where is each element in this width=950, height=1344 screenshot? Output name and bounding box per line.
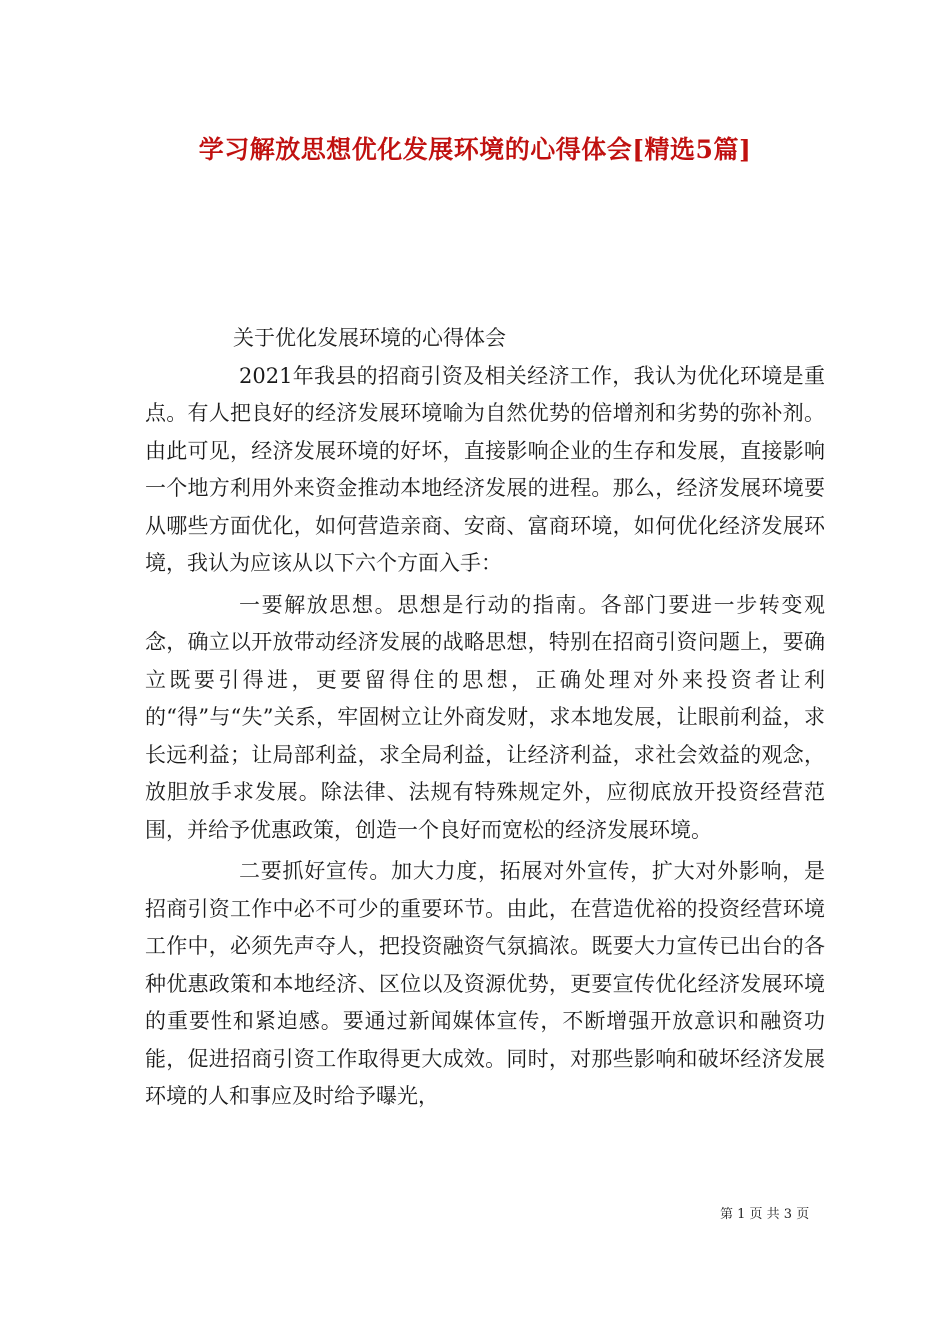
paragraph-intro: 2021年我县的招商引资及相关经济工作，我认为优化环境是重点。有人把良好的经济发展环境喻为自然优势的倍增剂和劣势的弥补剂。由此可见，经济发展环境的好坏，直接影响企业的生存和发展，直接影响一个地方利用外来资金推动本地经济发展的进程。那么，经济发展环境要从哪些方面优化，如何营造亲商、安商、富商环境，如何优化经济发展环境，我认为应该从以下六个方面入手： [145, 363, 825, 575]
page-number-footer: 第 1 页 共 3 页 [720, 1207, 810, 1222]
paragraph-point-one: 一要解放思想。思想是行动的指南。各部门要进一步转变观念，确立以开放带动经济发展的战略思想，特别在招商引资问题上，要确立既要引得进，更要留得住的思想，正确处理对外来投资者让利的“得”与“失”关系，牢固树立让外商发财，求本地发展，让眼前利益，求长远利益；让局部利益，求全局利益，让经济利益，求社会效益的观念，放胆放手求发展。除法律、法规有特殊规定外，应彻底放开投资经营范围，并给予优惠政策，创造一个良好而宽松的经济发展环境。 [145, 592, 825, 842]
paragraph-point-two: 二要抓好宣传。加大力度，拓展对外宣传，扩大对外影响，是招商引资工作中必不可少的重要环节。由此，在营造优裕的投资经营环境工作中，必须先声夺人，把投资融资气氛搞浓。既要大力宣传已出台的各种优惠政策和本地经济、区位以及资源优势，更要宣传优化经济发展环境的重要性和紧迫感。要通过新闻媒体宣传，不断增强开放意识和融资功能，促进招商引资工作取得更大成效。同时，对那些影响和破坏经济发展环境的人和事应及时给予曝光， [145, 859, 825, 1108]
document-title: 学习解放思想优化发展环境的心得体会[精选5篇] [198, 135, 752, 164]
section-subtitle: 关于优化发展环境的心得体会 [233, 326, 506, 350]
document-body [145, 320, 825, 1116]
